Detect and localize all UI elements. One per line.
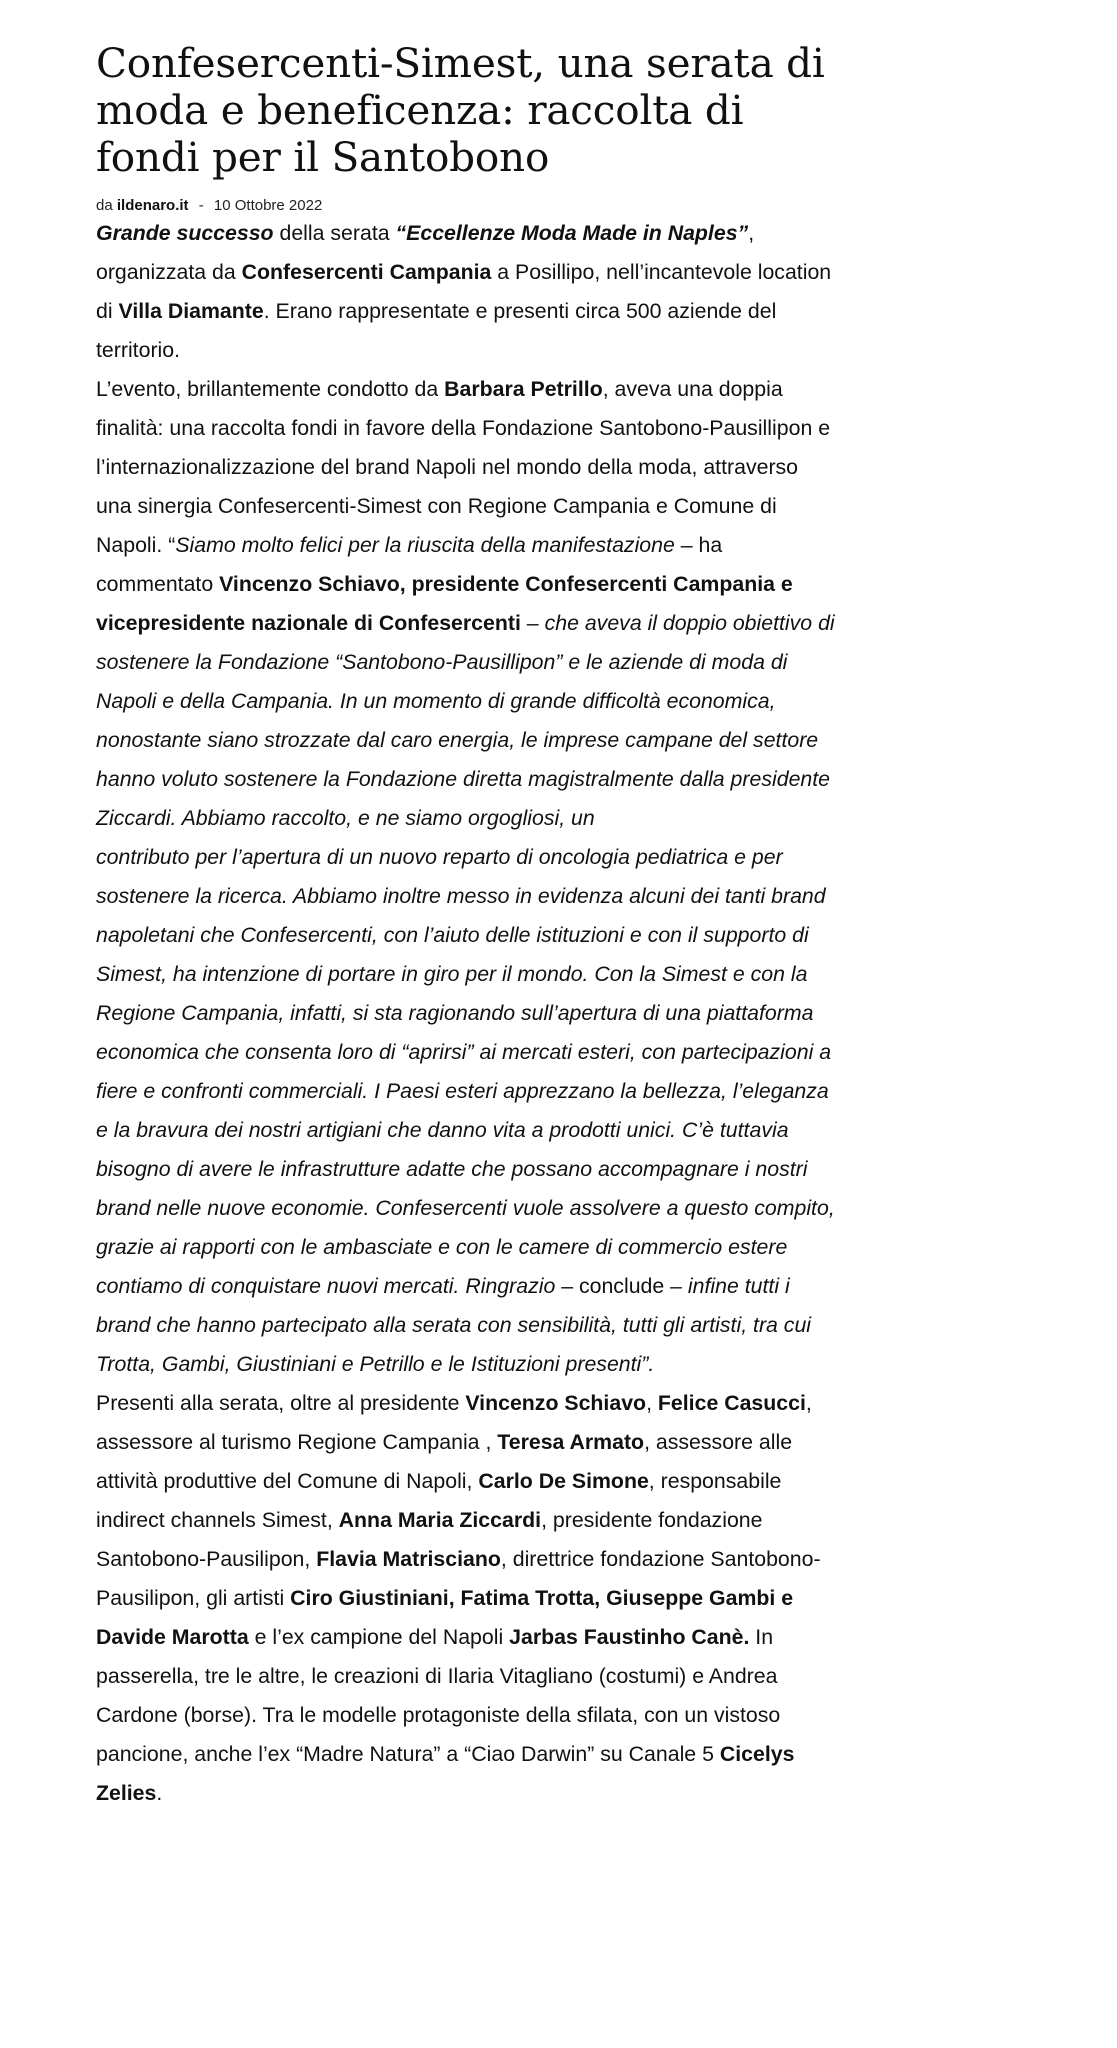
text-run: Cicelys Zelies	[96, 1742, 795, 1805]
article-title: Confesercenti-Simest, una serata di moda e beneficenza: raccolta di fondi per il Santobono	[96, 39, 825, 181]
text-run: che aveva il doppio obiettivo di sostenere la Fondazione “Santobono-Pausillipon” e le aziende di moda di Napoli e della Campania. In un momento di grande difficoltà economica, nonostante siano strozzate dal caro energia, le imprese campane del settore hanno voluto sostenere la Fondazione diretta magistralmente dalla presidente Ziccardi. Abbiamo raccolto, e ne siamo orgogliosi, un	[96, 611, 835, 830]
text-run: In passerella, tre le altre, le creazioni di Ilaria Vitagliano (costumi) e Andrea Cardone (borse). Tra le modelle protagoniste della sfilata, con un vistoso pancione, anche l’ex “Madre Natura” a “Ciao Darwin” su Canale 5	[96, 1625, 781, 1766]
text-run: Presenti alla serata, oltre al presidente	[96, 1391, 466, 1415]
text-run: Jarbas Faustinho Canè.	[509, 1625, 750, 1649]
text-run: , responsabile indirect channels Simest,	[96, 1469, 782, 1532]
paragraph-2	[96, 370, 836, 838]
text-run: , direttrice fondazione Santobono-Pausilipon, gli artisti	[96, 1547, 821, 1610]
text-run: Anna Maria Ziccardi	[338, 1508, 542, 1532]
meta-source-link[interactable]: ildenaro.it	[116, 197, 189, 214]
text-run: ,	[646, 1391, 658, 1415]
text-run: Villa Diamante	[118, 299, 264, 323]
paragraph-1	[96, 214, 836, 370]
text-run: Ciro Giustiniani, Fatima Trotta, Giuseppe Gambi e Davide Marotta	[96, 1586, 794, 1649]
text-run: Barbara Petrillo	[444, 377, 603, 401]
text-run: , organizzata da	[96, 221, 755, 284]
article-body	[96, 214, 836, 1813]
text-run: Flavia Matrisciano	[316, 1547, 501, 1571]
text-run: Siamo molto felici per la riuscita della manifestazione	[175, 533, 675, 557]
text-run: , presidente fondazione Santobono-Pausilipon,	[96, 1508, 763, 1571]
meta-separator: -	[198, 197, 204, 214]
text-run: .	[156, 1781, 163, 1805]
meta-date: 10 Ottobre 2022	[213, 197, 323, 214]
text-run: Vincenzo Schiavo, presidente Confesercenti Campania e vicepresidente nazionale di Confesercenti	[96, 572, 793, 635]
text-run: Teresa Armato	[497, 1430, 645, 1454]
text-run: e l’ex campione del Napoli	[248, 1625, 510, 1649]
text-run: – infine tutti i brand che hanno partecipato alla serata con sensibilità, tutti gli artisti, tra cui Trotta, Gambi, Giustiniani e Petrillo e le Istituzioni presenti”.	[96, 1274, 812, 1376]
text-run: , assessore alle attività produttive del Comune di Napoli,	[96, 1430, 793, 1493]
text-run: , assessore al turismo Regione Campania ,	[96, 1391, 812, 1454]
text-run: Felice Casucci	[657, 1391, 806, 1415]
text-run: a Posillipo, nell’incantevole location di	[96, 260, 832, 323]
paragraph-4	[96, 1384, 836, 1813]
text-run: – ha commentato	[96, 533, 723, 596]
text-run: Grande successo	[96, 221, 274, 245]
text-run: –	[520, 611, 545, 635]
article-meta	[96, 197, 836, 214]
text-run: – conclude	[555, 1274, 671, 1298]
text-run: Vincenzo Schiavo	[465, 1391, 647, 1415]
text-run: della serata	[273, 221, 396, 245]
meta-prefix: da	[96, 197, 113, 214]
text-run: . Erano rappresentate e presenti circa 500 aziende del territorio.	[96, 299, 777, 362]
text-run: contributo per l’apertura di un nuovo reparto di oncologia pediatrica e per sostenere la ricerca. Abbiamo inoltre messo in evidenza alcuni dei tanti brand napoletani che Confesercenti, con l’aiuto delle istituzioni e con il supporto di Simest, ha intenzione di portare in giro per il mondo. Con la Simest e con la Regione Campania, infatti, si sta ragionando sull’apertura di una piattaforma economica che consenta loro di “aprirsi” ai mercati esteri, con partecipazioni a fiere e confronti commerciali. I Paesi esteri apprezzano la bellezza, l’eleganza e la bravura dei nostri artigiani che danno vita a prodotti unici. C’è tuttavia bisogno di avere le infrastrutture adatte che possano accompagnare i nostri brand nelle nuove economie. Confesercenti vuole assolvere a questo compito, grazie ai rapporti con le ambasciate e con le camere di commercio estere contiamo di conquistare nuovi mercati. Ringrazio	[96, 845, 835, 1298]
text-run: L’evento, brillantemente condotto da	[96, 377, 445, 401]
text-run: Carlo De Simone	[478, 1469, 649, 1493]
text-run: , aveva una doppia finalità: una raccolta fondi in favore della Fondazione Santobono-Pausillipon e l’internazionalizzazione del brand Napoli nel mondo della moda, attraverso una sinergia Confesercenti-Simest con Regione Campania e Comune di Napoli. “	[96, 377, 831, 557]
text-run: “Eccellenze Moda Made in Naples”	[395, 221, 749, 245]
paragraph-3	[96, 838, 836, 1384]
article	[96, 40, 836, 1813]
text-run: Confesercenti Campania	[241, 260, 492, 284]
